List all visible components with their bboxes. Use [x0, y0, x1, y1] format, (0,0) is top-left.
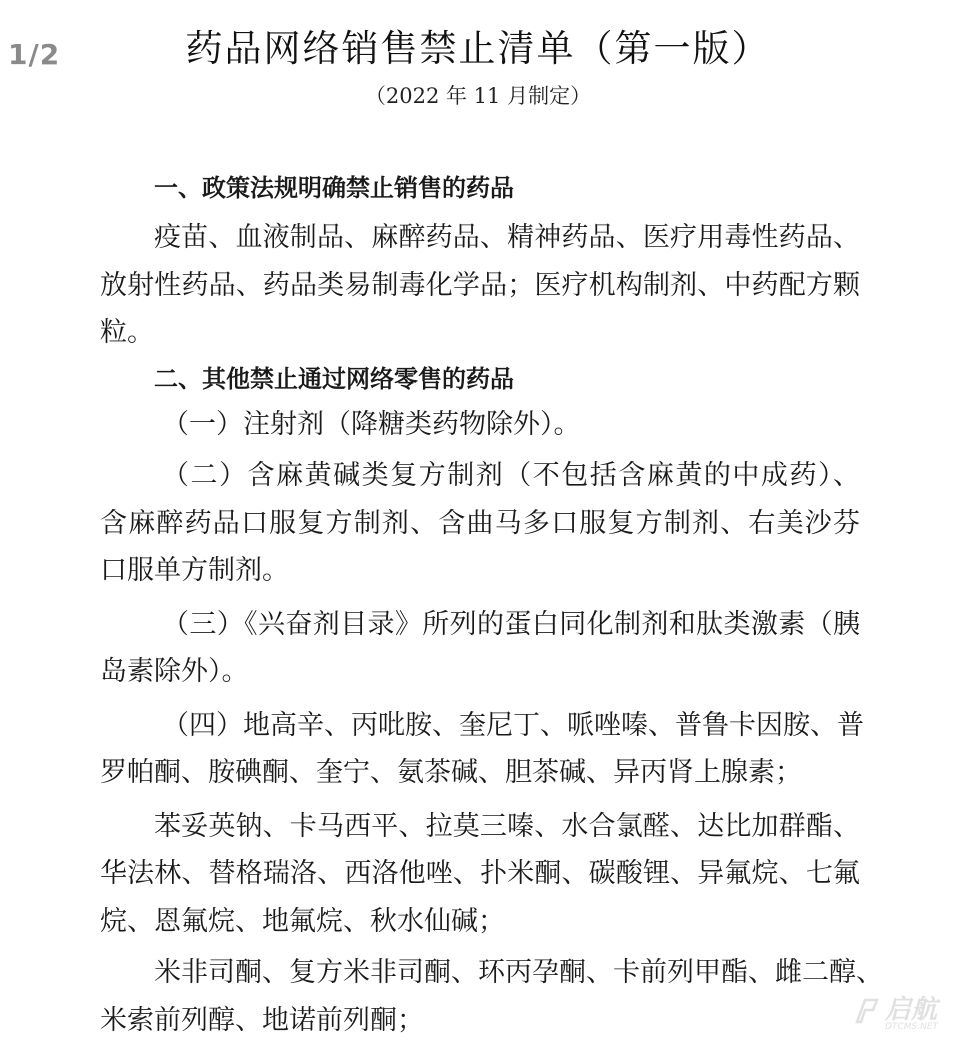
document-subtitle: （2022 年 11 月制定） [364, 84, 592, 108]
watermark [851, 989, 938, 1032]
section-2-heading: 二、其他禁止通过网络零售的药品 [154, 364, 514, 393]
item-4-line: 罗帕酮、胺碘酮、奎宁、氨茶碱、胆茶碱、异丙肾上腺素； [100, 757, 802, 788]
item-4b-line: 苯妥英钠、卡马西平、拉莫三嗪、水合氯醛、达比加群酯、 [154, 810, 860, 842]
item-2-line: 口服单方制剂。 [100, 555, 289, 586]
section-1-line: 放射性药品、药品类易制毒化学品；医疗机构制剂、中药配方颗 [100, 269, 860, 301]
item-1-line: （一）注射剂（降糖类药物除外）。 [162, 408, 581, 440]
document-title: 药品网络销售禁止清单（第一版） [185, 27, 771, 70]
item-4c-line: 米非司酮、复方米非司酮、环丙孕酮、卡前列甲酯、雌二醇、 [154, 957, 883, 988]
page-indicator: 1/2 [8, 38, 61, 71]
document-body [100, 168, 883, 1044]
watermark-site: DTCMS.NET [885, 1022, 938, 1032]
watermark-logo-icon [851, 996, 881, 1026]
watermark-brand: 启航 [885, 995, 938, 1025]
item-2-line: 含麻醉药品口服复方制剂、含曲马多口服复方制剂、右美沙芬 [100, 507, 860, 539]
item-3-line: 岛素除外）。 [100, 656, 249, 687]
item-4b-line: 烷、恩氟烷、地氟烷、秋水仙碱； [100, 905, 505, 937]
item-2-line: （二）含麻黄碱类复方制剂（不包括含麻黄的中成药）、 [162, 460, 860, 491]
item-4b-line: 华法林、替格瑞洛、西洛他唑、扑米酮、碳酸锂、异氟烷、七氟 [100, 858, 860, 889]
section-1-heading: 一、政策法规明确禁止销售的药品 [154, 174, 514, 202]
item-4c-line: 米索前列醇、地诺前列酮； [100, 1004, 424, 1036]
item-3-line: （三）《兴奋剂目录》所列的蛋白同化制剂和肽类激素（胰 [162, 608, 860, 640]
section-1-line: 疫苗、血液制品、麻醉药品、精神药品、医疗用毒性药品、 [154, 222, 860, 253]
item-4-line: （四）地高辛、丙吡胺、奎尼丁、哌唑嗪、普鲁卡因胺、普 [162, 709, 864, 741]
section-1-line: 粒。 [100, 317, 154, 348]
